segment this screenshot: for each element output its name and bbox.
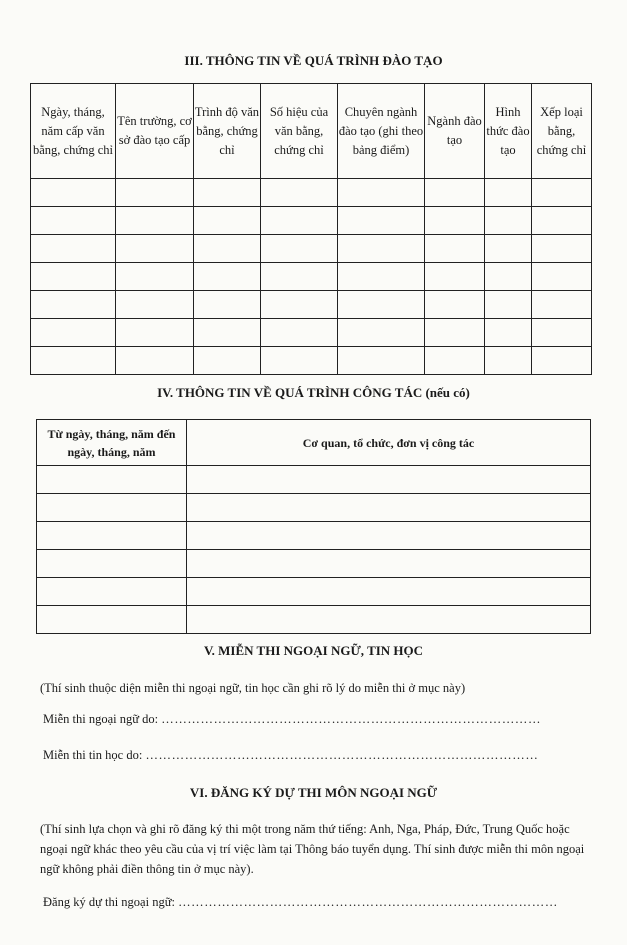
register-language-dots: …………………………………………………………………………… xyxy=(178,895,558,909)
training-table-cell[interactable] xyxy=(31,291,116,319)
work-table-cell[interactable] xyxy=(187,578,591,606)
training-table-cell[interactable] xyxy=(532,235,592,263)
training-table-cell[interactable] xyxy=(261,291,338,319)
work-table-cell[interactable] xyxy=(37,522,187,550)
work-history-body xyxy=(37,466,591,634)
training-table-cell[interactable] xyxy=(485,207,532,235)
training-table-cell[interactable] xyxy=(485,179,532,207)
training-table-row xyxy=(31,179,592,207)
training-table-cell[interactable] xyxy=(31,207,116,235)
training-table-cell[interactable] xyxy=(261,207,338,235)
work-table-row xyxy=(37,606,591,634)
training-table-cell[interactable] xyxy=(116,263,194,291)
training-table-cell[interactable] xyxy=(532,319,592,347)
column-header-degree-level: Trình độ văn bằng, chứng chỉ xyxy=(194,84,261,179)
work-table-cell[interactable] xyxy=(37,550,187,578)
column-header-classification: Xếp loại bằng, chứng chỉ xyxy=(532,84,592,179)
foreign-language-exemption-label: Miễn thi ngoại ngữ do: xyxy=(43,712,159,726)
training-table-cell[interactable] xyxy=(485,319,532,347)
table-header-row xyxy=(37,420,591,466)
foreign-language-exemption-dots: …………………………………………………………………………… xyxy=(161,712,542,726)
column-header-school: Tên trường, cơ sở đào tạo cấp xyxy=(116,84,194,179)
work-table-row xyxy=(37,494,591,522)
training-history-table xyxy=(30,83,592,375)
training-table-cell[interactable] xyxy=(532,347,592,375)
training-table-cell[interactable] xyxy=(116,319,194,347)
training-table-cell[interactable] xyxy=(194,207,261,235)
training-table-cell[interactable] xyxy=(261,179,338,207)
training-table-cell[interactable] xyxy=(261,319,338,347)
training-table-cell[interactable] xyxy=(194,263,261,291)
training-table-cell[interactable] xyxy=(338,235,425,263)
section-6-note: (Thí sinh lựa chọn và ghi rõ đăng ký thi một trong năm thứ tiếng: Anh, Nga, Pháp, Đức, Trung Quốc hoặc ngoại ngữ khác theo yêu cầu của vị trí việc làm tại Thông báo tuyển dụng. Thí sinh được miễn thi môn ngoại ngữ không phải điền thông tin ở mục này). xyxy=(40,822,585,876)
training-table-cell[interactable] xyxy=(261,263,338,291)
training-table-cell[interactable] xyxy=(31,347,116,375)
training-table-cell[interactable] xyxy=(338,179,425,207)
training-table-cell[interactable] xyxy=(485,263,532,291)
training-table-cell[interactable] xyxy=(194,319,261,347)
training-table-cell[interactable] xyxy=(425,291,485,319)
training-table-cell[interactable] xyxy=(532,263,592,291)
training-table-cell[interactable] xyxy=(532,291,592,319)
training-table-cell[interactable] xyxy=(261,235,338,263)
training-table-row xyxy=(31,263,592,291)
work-table-cell[interactable] xyxy=(37,466,187,494)
training-table-cell[interactable] xyxy=(425,179,485,207)
training-table-cell[interactable] xyxy=(425,235,485,263)
work-table-cell[interactable] xyxy=(187,466,591,494)
training-table-cell[interactable] xyxy=(261,347,338,375)
training-table-cell[interactable] xyxy=(485,347,532,375)
register-language-label: Đăng ký dự thi ngoại ngữ: xyxy=(43,895,175,909)
column-header-specialization: Chuyên ngành đào tạo (ghi theo bảng điểm) xyxy=(338,84,425,179)
work-table-cell[interactable] xyxy=(187,606,591,634)
training-table-cell[interactable] xyxy=(116,235,194,263)
training-history-body xyxy=(31,179,592,375)
work-table-row xyxy=(37,550,591,578)
work-table-row xyxy=(37,522,591,550)
training-table-cell[interactable] xyxy=(338,263,425,291)
training-table-row xyxy=(31,207,592,235)
training-table-cell[interactable] xyxy=(31,179,116,207)
training-table-cell[interactable] xyxy=(31,263,116,291)
training-table-cell[interactable] xyxy=(338,291,425,319)
work-table-row xyxy=(37,466,591,494)
training-table-cell[interactable] xyxy=(338,207,425,235)
column-header-training-form: Hình thức đào tạo xyxy=(485,84,532,179)
training-table-cell[interactable] xyxy=(425,347,485,375)
work-table-cell[interactable] xyxy=(37,578,187,606)
training-table-cell[interactable] xyxy=(31,235,116,263)
it-exemption-label: Miễn thi tin học do: xyxy=(43,748,143,762)
table-header-row xyxy=(31,84,592,179)
section-6-heading: VI. ĐĂNG KÝ DỰ THI MÔN NGOẠI NGỮ xyxy=(189,785,438,800)
training-table-cell[interactable] xyxy=(532,207,592,235)
training-table-cell[interactable] xyxy=(338,347,425,375)
work-table-cell[interactable] xyxy=(37,606,187,634)
training-table-cell[interactable] xyxy=(425,207,485,235)
work-table-cell[interactable] xyxy=(187,522,591,550)
training-table-cell[interactable] xyxy=(425,263,485,291)
foreign-language-exemption-field[interactable] xyxy=(43,712,541,727)
work-table-cell[interactable] xyxy=(37,494,187,522)
training-table-cell[interactable] xyxy=(485,235,532,263)
column-header-organization: Cơ quan, tổ chức, đơn vị công tác xyxy=(187,420,591,466)
section-5-heading: V. MIỄN THI NGOẠI NGỮ, TIN HỌC xyxy=(203,643,424,658)
column-header-degree-number: Số hiệu của văn bằng, chứng chỉ xyxy=(261,84,338,179)
work-table-row xyxy=(37,578,591,606)
training-table-cell[interactable] xyxy=(194,347,261,375)
training-table-cell[interactable] xyxy=(116,347,194,375)
work-history-table xyxy=(36,419,591,634)
training-table-cell[interactable] xyxy=(194,291,261,319)
column-header-period: Từ ngày, tháng, năm đến ngày, tháng, năm xyxy=(37,420,187,466)
training-table-cell[interactable] xyxy=(425,319,485,347)
training-table-row xyxy=(31,291,592,319)
section-5-note: (Thí sinh thuộc diện miễn thi ngoại ngữ, tin học cần ghi rõ lý do miễn thi ở mục này) xyxy=(40,681,466,695)
training-table-cell[interactable] xyxy=(31,319,116,347)
register-language-field[interactable] xyxy=(43,895,558,910)
training-table-cell[interactable] xyxy=(485,291,532,319)
training-table-cell[interactable] xyxy=(338,319,425,347)
section-4-heading: IV. THÔNG TIN VỀ QUÁ TRÌNH CÔNG TÁC (nếu có) xyxy=(157,385,470,400)
training-table-cell[interactable] xyxy=(532,179,592,207)
training-table-cell[interactable] xyxy=(116,179,194,207)
training-table-cell[interactable] xyxy=(194,179,261,207)
training-table-row xyxy=(31,235,592,263)
work-table-cell[interactable] xyxy=(187,550,591,578)
training-table-cell[interactable] xyxy=(116,207,194,235)
section-3-heading: III. THÔNG TIN VỀ QUÁ TRÌNH ĐÀO TẠO xyxy=(184,53,443,68)
training-table-cell[interactable] xyxy=(194,235,261,263)
training-table-row xyxy=(31,347,592,375)
training-table-cell[interactable] xyxy=(116,291,194,319)
it-exemption-field[interactable] xyxy=(43,748,538,763)
column-header-field: Ngành đào tạo xyxy=(425,84,485,179)
training-table-row xyxy=(31,319,592,347)
work-table-cell[interactable] xyxy=(187,494,591,522)
it-exemption-dots: ……………………………………………………………………………… xyxy=(145,748,539,762)
column-header-issue-date: Ngày, tháng, năm cấp văn bằng, chứng chỉ xyxy=(31,84,116,179)
